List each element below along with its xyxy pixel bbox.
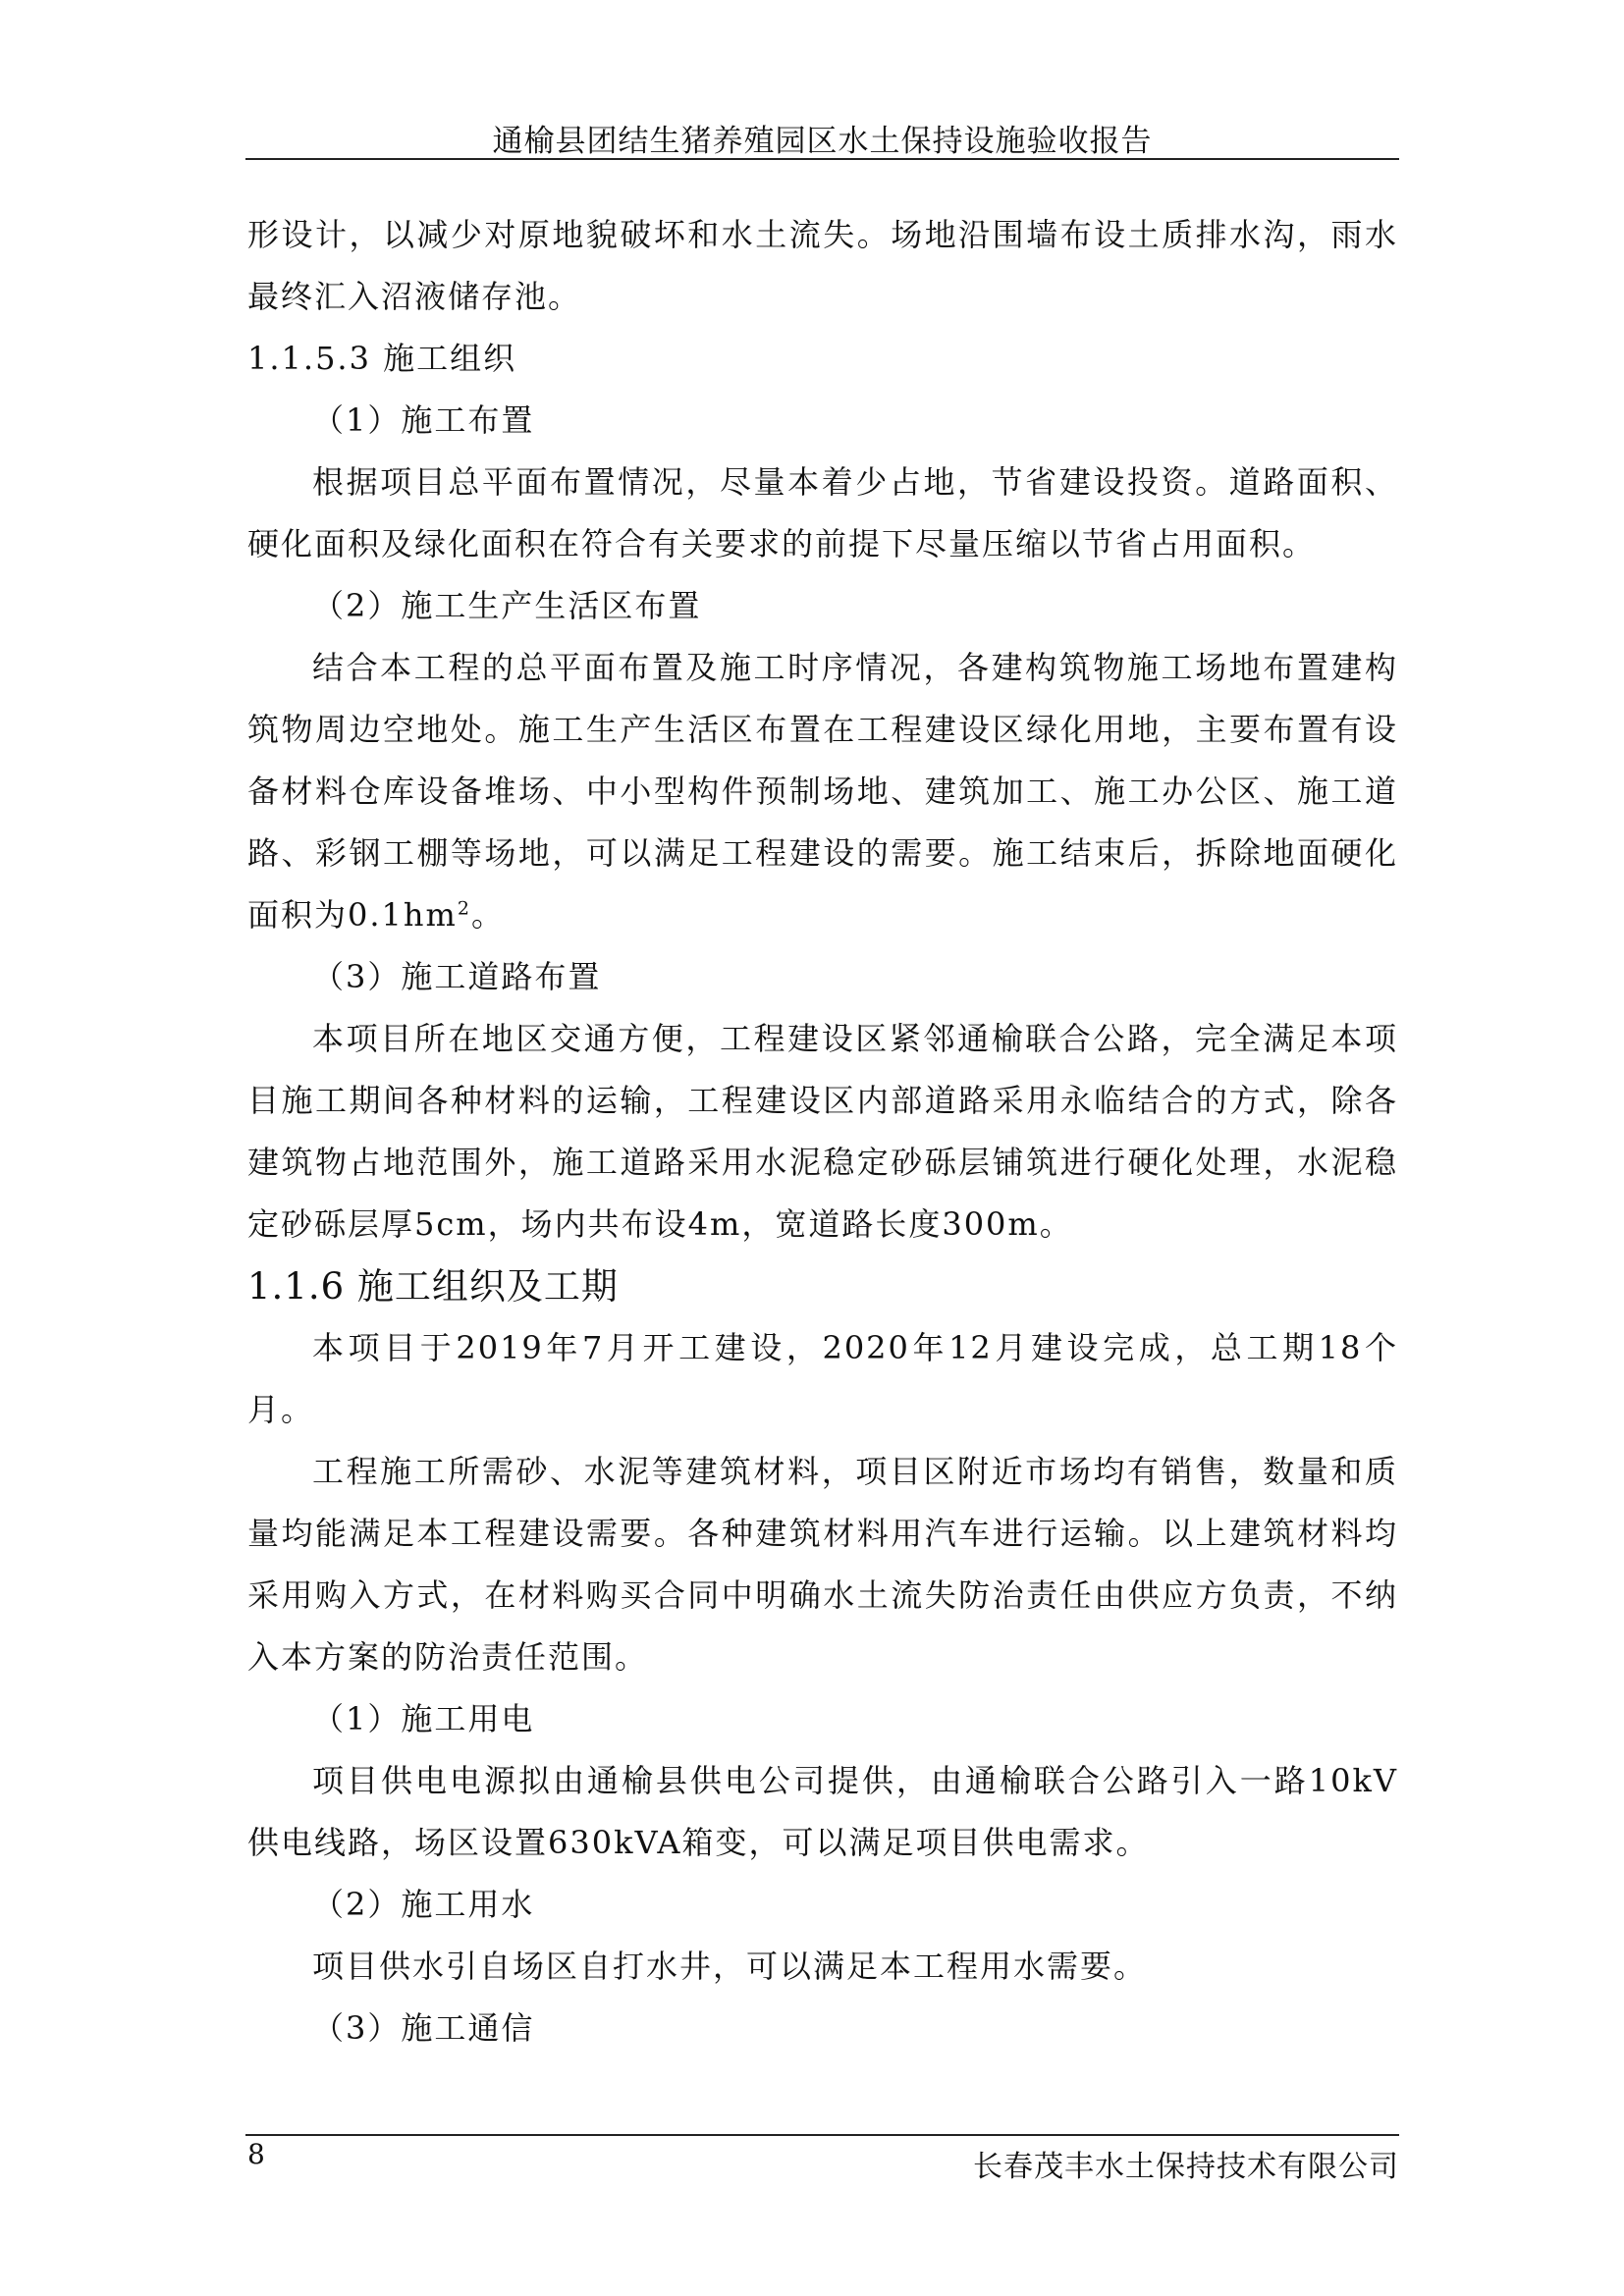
paragraph: 项目供水引自场区自打水井，可以满足本工程用水需要。 <box>312 1948 1148 1985</box>
page-number: 8 <box>247 2138 265 2170</box>
section-heading-116: 1.1.6 施工组织及工期 <box>247 1265 619 1308</box>
company-name: 长春茂丰水土保持技术有限公司 <box>973 2150 1399 2184</box>
paragraph: 工程施工所需砂、水泥等建筑材料，项目区附近市场均有销售，数量和质量均能满足本工程建设需要。各种建筑材料用汽车进行运输。以上建筑材料均采用购入方式，在材料购买合同中明确水土流失防治责任由供应方负责，不纳入本方案的防治责任范围。 <box>247 1453 1398 1676</box>
page-header: 通榆县团结生猪养殖园区水土保持设施验收报告 <box>492 124 1153 159</box>
subheading-living-area: （2）施工生产生活区布置 <box>312 587 702 624</box>
subheading-power: （1）施工用电 <box>312 1700 535 1737</box>
paragraph-text: 结合本工程的总平面布置及施工时序情况，各建构筑物施工场地布置建构筑物周边空地处。施工生产生活区布置在工程建设区绿化用地，主要布置有设备材料仓库设备堆场、中小型构件预制场地、建筑加工、施工办公区、施工道路、彩钢工棚等场地，可以满足工程建设的需要。施工结束后，拆除地面硬化面积为0.1hm <box>247 649 1398 934</box>
subheading-road-layout: （3）施工道路布置 <box>312 958 602 995</box>
subheading-water: （2）施工用水 <box>312 1886 535 1923</box>
paragraph <box>247 637 1398 946</box>
paragraph: 项目供电电源拟由通榆县供电公司提供，由通榆联合公路引入一路10kV供电线路，场区设置630kVA箱变，可以满足项目供电需求。 <box>247 1762 1398 1861</box>
paragraph-end: 。 <box>470 896 505 934</box>
paragraph: 本项目所在地区交通方便，工程建设区紧邻通榆联合公路，完全满足本项目施工期间各种材料的运输，工程建设区内部道路采用永临结合的方式，除各建筑物占地范围外，施工道路采用水泥稳定砂砾层铺筑进行硬化处理，水泥稳定砂砾层厚5cm，场内共布设4m，宽道路长度300m。 <box>247 1020 1398 1243</box>
footer-divider <box>245 2134 1399 2136</box>
header-divider <box>245 158 1399 160</box>
section-heading-1153: 1.1.5.3 施工组织 <box>247 340 517 377</box>
paragraph: 本项目于2019年7月开工建设，2020年12月建设完成，总工期18个月。 <box>247 1329 1398 1428</box>
superscript: 2 <box>457 897 471 920</box>
document-body <box>247 204 1398 2059</box>
subheading-construction-layout: （1）施工布置 <box>312 401 535 439</box>
paragraph: 形设计，以减少对原地貌破坏和水土流失。场地沿围墙布设土质排水沟，雨水最终汇入沼液储存池。 <box>247 216 1398 315</box>
subheading-communication: （3）施工通信 <box>312 2009 535 2047</box>
paragraph: 根据项目总平面布置情况，尽量本着少占地，节省建设投资。道路面积、硬化面积及绿化面积在符合有关要求的前提下尽量压缩以节省占用面积。 <box>247 463 1398 562</box>
